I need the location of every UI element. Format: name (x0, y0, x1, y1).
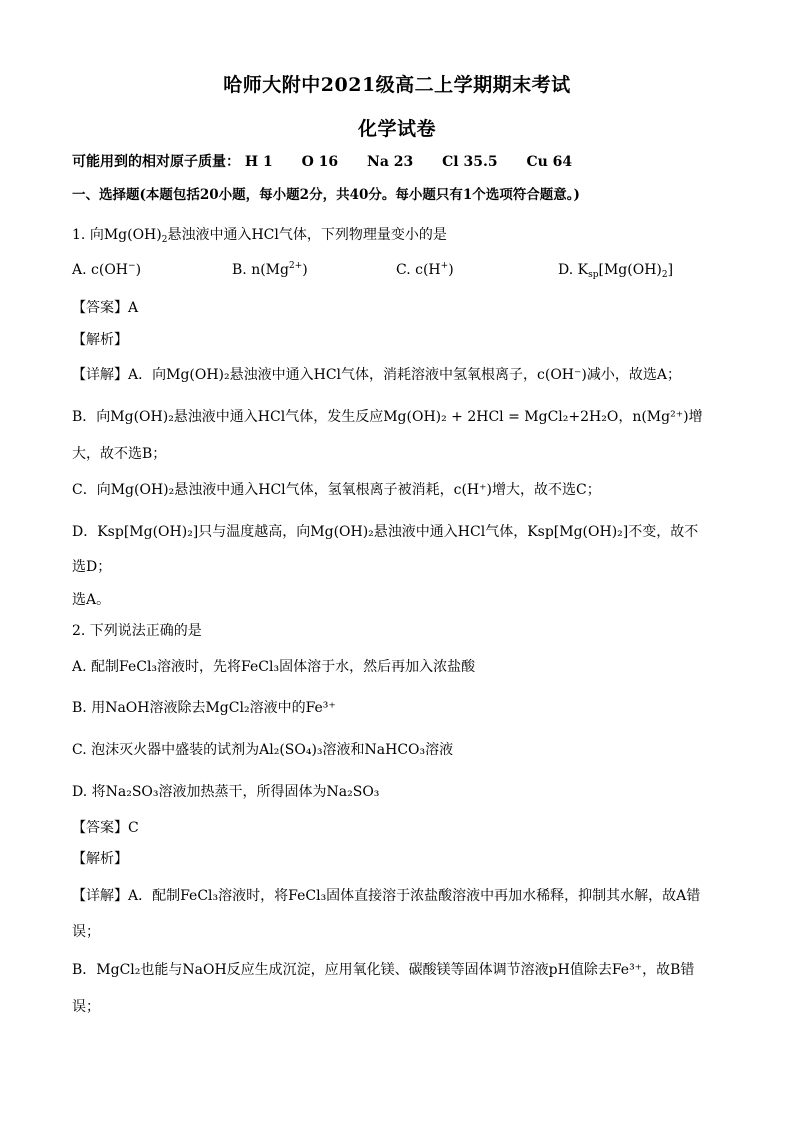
q1-stem-c: 气体，下列物理量变小的是 (278, 227, 447, 243)
q1-analysis-label: 【解析】 (72, 332, 128, 348)
q1-detail-d-line2: 选D； (72, 559, 112, 575)
q2-detail-a-line2: 误； (72, 924, 100, 940)
q1-detail-a: 【详解】A．向Mg(OH)₂悬浊液中通入HCl气体，消耗溶液中氢氧根离子，c(OH⁻)减小，故选A； (72, 367, 681, 383)
q2-answer: 【答案】C (72, 820, 139, 836)
q1-option-d: D. $K_{sp}[Mg(OH)_2]$ (558, 262, 674, 280)
q1-answer: 【答案】A (72, 300, 139, 316)
q1-detail-d-line1: D．Ksp[Mg(OH)₂]只与温度越高，向Mg(OH)₂悬浊液中通入HCl气体，Ksp[Mg(OH)₂]不变，故不 (72, 524, 699, 540)
q1-stem: 1. 向$Mg(OH)_2$悬浊液中通入HCl气体，下列物理量变小的是 (72, 227, 447, 245)
q1-option-b: B. $n(Mg^{2+})$ (232, 261, 308, 278)
q2-detail-b-line2: 误； (72, 999, 100, 1015)
section-heading: 一、选择题(本题包括20小题，每小题2分，共40分。每小题只有1个选项符合题意。) (72, 187, 580, 203)
q2-stem: 2. 下列说法正确的是 (72, 623, 202, 639)
q1-option-c-letter: C. (396, 262, 411, 278)
q1-option-a: A. c(OH−) (72, 261, 142, 278)
q1-option-a-letter: A. (72, 262, 87, 278)
q1-detail-b-line1: B．向Mg(OH)₂悬浊液中通入HCl气体，发生反应Mg(OH)₂ + 2HCl = MgCl₂+2H₂O，n(Mg²⁺)增 (72, 409, 703, 425)
q1-number: 1. (72, 227, 86, 243)
q1-option-b-letter: B. (232, 262, 247, 278)
q1-stem-b: 悬浊液中通入 (167, 227, 252, 243)
atomic-mass-line (72, 151, 732, 171)
atomic-mass-na: Na 23 (367, 154, 414, 170)
q2-option-b: B. 用NaOH溶液除去MgCl₂溶液中的Fe³⁺ (72, 700, 336, 716)
q1-detail-b-line2: 大，故不选B； (72, 446, 167, 462)
atomic-mass-h: H 1 (244, 154, 273, 170)
atomic-mass-cu: Cu 64 (526, 154, 573, 170)
q2-detail-b-line1: B．MgCl₂也能与NaOH反应生成沉淀，应用氧化镁、碳酸镁等固体调节溶液pH值除去Fe³⁺，故B错 (72, 962, 695, 978)
q2-analysis-label: 【解析】 (72, 851, 128, 867)
exam-subtitle: 化学试卷 (357, 118, 436, 140)
q1-detail-c: C．向Mg(OH)₂悬浊液中通入HCl气体，氢氧根离子被消耗，c(H⁺)增大，故不选C； (72, 482, 601, 498)
q1-conclusion: 选A。 (72, 592, 111, 608)
atomic-mass-o: O 16 (301, 154, 339, 170)
q1-option-d-letter: D. (558, 262, 574, 278)
q2-detail-a-line1: 【详解】A．配制FeCl₃溶液时，将FeCl₃固体直接溶于浓盐酸溶液中再加水稀释，抑制其水解，故A错 (72, 888, 701, 904)
q2-option-d: D. 将Na₂SO₃溶液加热蒸干，所得固体为Na₂SO₃ (72, 784, 380, 800)
q1-option-c: C. c(H+) (396, 261, 454, 278)
atomic-mass-cl: Cl 35.5 (442, 154, 498, 170)
exam-title: 哈师大附中2021级高二上学期期末考试 (223, 74, 571, 96)
atomic-mass-label: 可能用到的相对原子质量： (72, 154, 240, 170)
q2-option-c: C. 泡沫灭火器中盛装的试剂为Al₂(SO₄)₃溶液和NaHCO₃溶液 (72, 742, 454, 758)
q1-stem-a: 向 (89, 227, 104, 243)
q2-option-a: A. 配制FeCl₃溶液时，先将FeCl₃固体溶于水，然后再加入浓盐酸 (72, 659, 476, 675)
